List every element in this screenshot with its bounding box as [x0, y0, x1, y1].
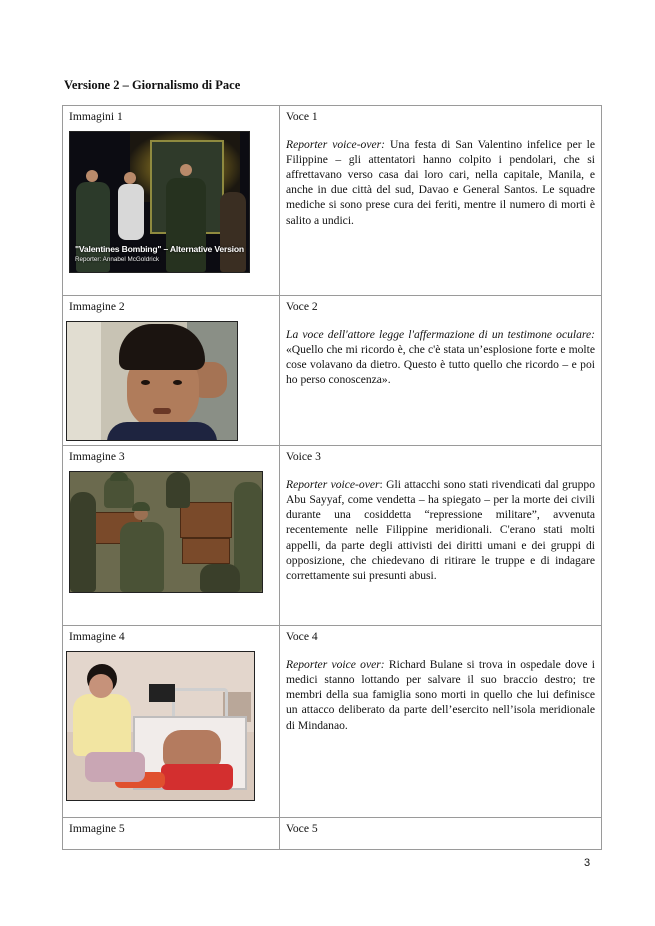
- voice-intro: Reporter voice-over: [286, 478, 380, 492]
- image-overlay-title: "Valentines Bombing" – Alternative Version: [75, 244, 244, 254]
- image-overlay-credit: Reporter: Annabel McGoldrick: [75, 256, 159, 263]
- voice-intro: Reporter voice-over:: [286, 138, 386, 152]
- voice-body: : Gli attacchi sono stati rivendicati dal gruppo Abu Sayyaf, come vendetta – ha spiegato – per la morte dei civili durante una cosiddetta “repressione militare”, avvenuta recentemente nelle Filippine meridionali. C'erano stati molti appelli, da parte degli attivisti dei diritti umani e dei gruppi di opposizione, che chiedevano di ritirare le truppe e di indagare correttamente sui presunti abusi.: [286, 478, 595, 582]
- image-label: Immagine 2: [69, 300, 125, 313]
- voice-text: [286, 137, 595, 228]
- voice-cell: [280, 296, 602, 446]
- image-cell: [63, 106, 280, 296]
- voice-text: [286, 657, 595, 732]
- photo-eyewitness: [66, 321, 238, 441]
- table-row: [63, 446, 602, 626]
- photo-hospital: [66, 651, 255, 801]
- table-row: [63, 106, 602, 296]
- image-cell: [63, 626, 280, 818]
- table-row: [63, 818, 602, 850]
- voice-label: Voce 2: [286, 300, 318, 313]
- voice-text: [286, 477, 595, 583]
- script-table: [62, 105, 602, 850]
- table-row: [63, 296, 602, 446]
- voice-intro: La voce dell'attore legge l'affermazione di un testimone oculare:: [286, 328, 595, 342]
- voice-text: [286, 327, 595, 387]
- image-label: Immagine 5: [69, 822, 125, 836]
- voice-body: Richard Bulane si trova in ospedale dove i medici stanno lottando per salvare il suo braccio destro; tre membri della sua famiglia sono morti in quello che lui definisce un attacco deliberato da parte dell’esercito nell’isola meridionale di Mindanao.: [286, 658, 595, 732]
- voice-cell: [280, 106, 602, 296]
- image-label: Immagine 3: [69, 450, 125, 464]
- voice-label: Voce 1: [286, 110, 318, 123]
- voice-body: Una festa di San Valentino infelice per le Filippine – gli attentatori hanno colpito i pendolari, che si affrettavano verso casa dai loro cari, nella capitale, Manila, e anche in due città del sud, Davao e General Santos. Le squadre mediche si sono prese cura dei feriti, mentre il numero di morti è salito a undici.: [286, 138, 596, 227]
- voice-body: «Quello che mi ricordo è, che c'è stata un’esplosione forte e molte cose volavano da dietro. Questo è tutto quello che ricordo – e poi ho perso conoscenza».: [286, 343, 595, 387]
- voice-cell: [280, 626, 602, 818]
- image-label: Immagini 1: [69, 110, 123, 123]
- voice-label: Voce 4: [286, 630, 318, 644]
- voice-cell: [280, 818, 602, 850]
- image-cell: [63, 446, 280, 626]
- image-cell: [63, 296, 280, 446]
- photo-valentines-bombing: [69, 131, 250, 273]
- image-label: Immagine 4: [69, 630, 125, 644]
- voice-intro: Reporter voice over:: [286, 658, 385, 672]
- image-cell: [63, 818, 280, 850]
- section-heading: Versione 2 – Giornalismo di Pace: [64, 78, 241, 92]
- photo-soldiers: [69, 471, 263, 593]
- voice-label: Voce 5: [286, 822, 318, 836]
- page-number: 3: [584, 857, 591, 869]
- voice-label: Voice 3: [286, 450, 321, 464]
- voice-cell: [280, 446, 602, 626]
- table-row: [63, 626, 602, 818]
